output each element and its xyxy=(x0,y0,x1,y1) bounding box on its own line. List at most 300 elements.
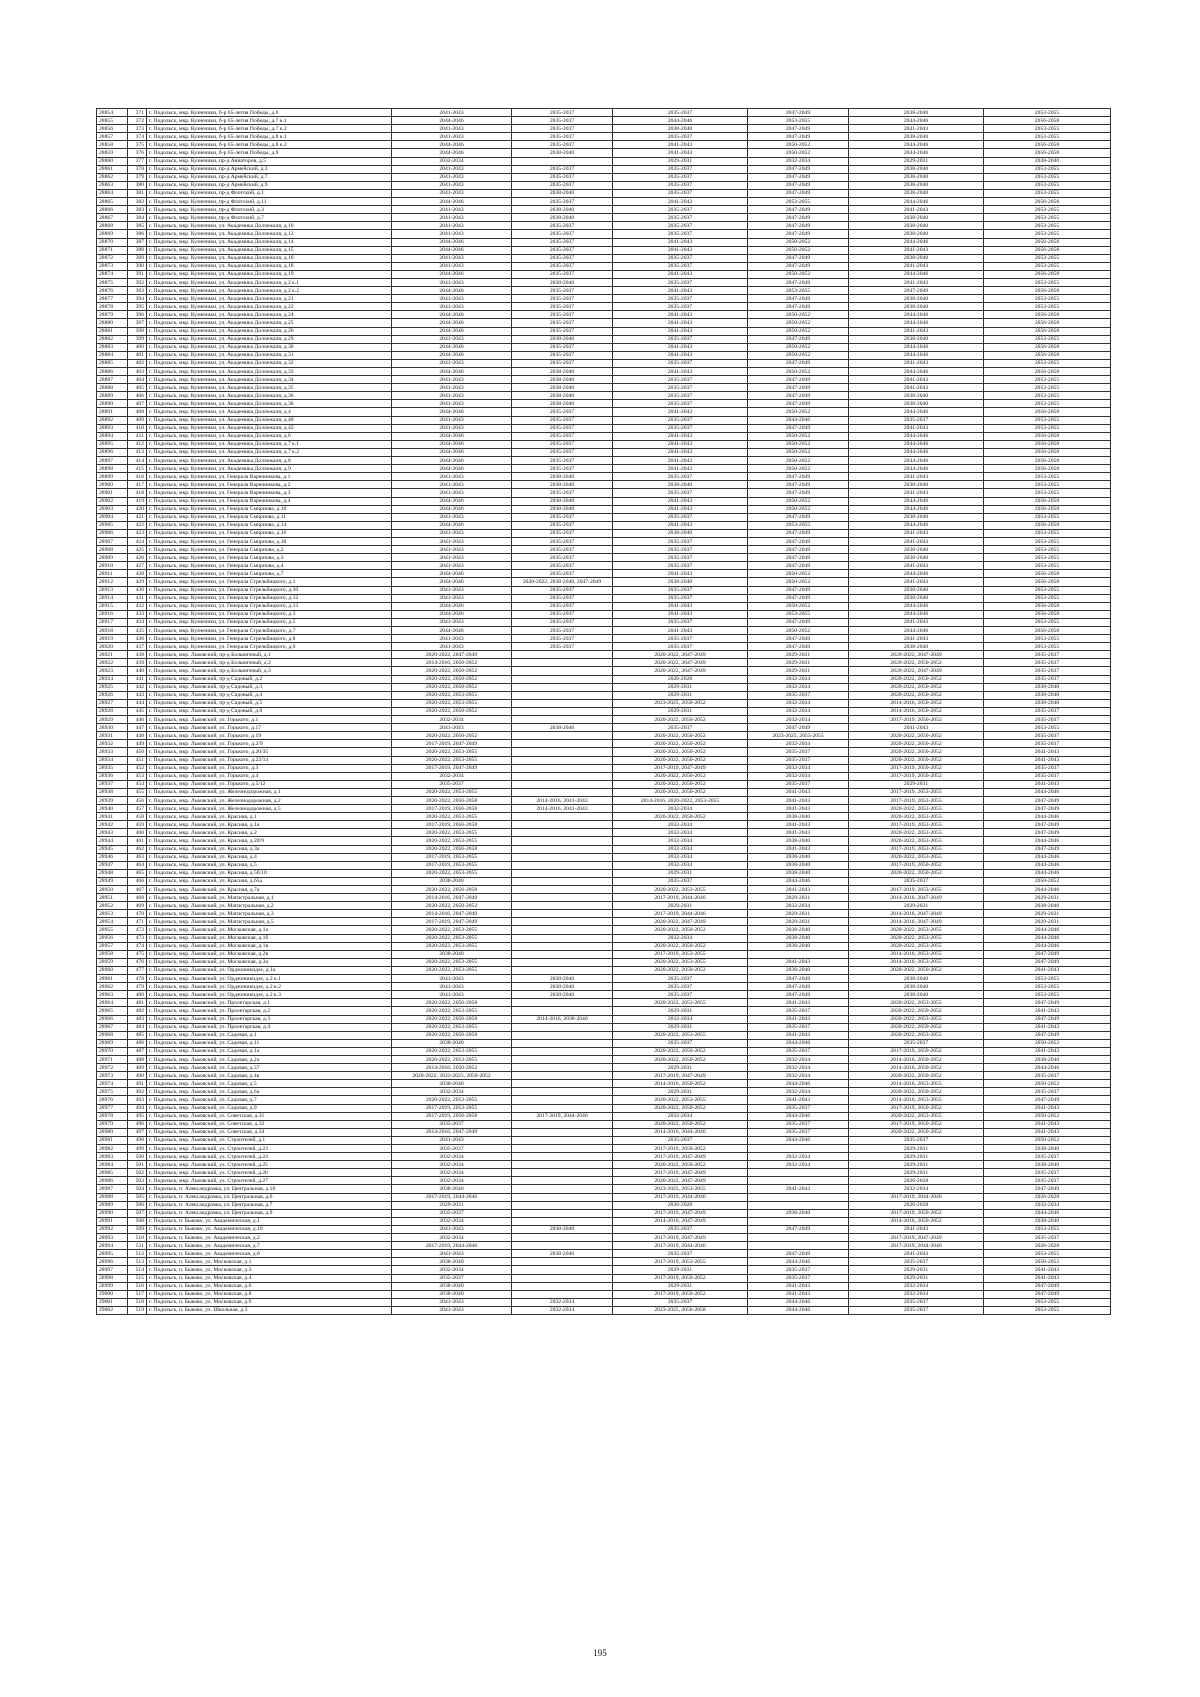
address-cell: г. Подольск, мкр. Львовский, ул. Советская, д.34 xyxy=(147,1128,392,1136)
period-1-cell: 2044-2046 xyxy=(392,505,512,513)
period-6-cell: 2053-2055 xyxy=(984,392,1111,400)
period-6-cell: 2035-2037 xyxy=(984,772,1111,780)
period-6-cell: 2056-2058 xyxy=(984,408,1111,416)
period-5-cell: 2020-2022, 2053-2055 xyxy=(849,1015,984,1023)
period-2-cell xyxy=(512,1169,613,1177)
row-id-cell: 28929 xyxy=(97,716,128,724)
period-6-cell: 2044-2046 xyxy=(984,942,1111,950)
period-4-cell: 2047-2049 xyxy=(748,473,849,481)
table-row xyxy=(97,1153,1111,1161)
period-3-cell: 2035-2037 xyxy=(613,562,748,570)
period-3-cell: 2041-2043 xyxy=(613,368,748,376)
period-6-cell: 2041-2043 xyxy=(984,1274,1111,1282)
period-1-cell: 2020-2022, 2053-2055 xyxy=(392,926,512,934)
period-4-cell: 2047-2049 xyxy=(748,189,849,197)
row-id-cell: 28914 xyxy=(97,594,128,602)
period-6-cell: 2056-2058 xyxy=(984,610,1111,618)
period-2-cell: 2035-2037 xyxy=(512,359,613,367)
period-2-cell: 2035-2037 xyxy=(512,287,613,295)
period-2-cell xyxy=(512,1153,613,1161)
period-3-cell: 2041-2043 xyxy=(613,319,748,327)
table-row xyxy=(97,934,1111,942)
row-number-cell: 414 xyxy=(128,457,147,465)
period-1-cell: 2044-2046 xyxy=(392,578,512,586)
row-number-cell: 448 xyxy=(128,732,147,740)
period-3-cell: 2029-2031 xyxy=(613,1266,748,1274)
period-2-cell: 2035-2037 xyxy=(512,262,613,270)
period-2-cell xyxy=(512,999,613,1007)
row-id-cell: 28883 xyxy=(97,343,128,351)
row-number-cell: 465 xyxy=(128,869,147,877)
row-id-cell: 28885 xyxy=(97,359,128,367)
period-5-cell: 2044-2046 xyxy=(849,198,984,206)
period-2-cell: 2035-2037 xyxy=(512,570,613,578)
period-2-cell: 2035-2037 xyxy=(512,465,613,473)
row-number-cell: 481 xyxy=(128,999,147,1007)
row-id-cell: 28916 xyxy=(97,610,128,618)
row-number-cell: 499 xyxy=(128,1145,147,1153)
period-6-cell: 2056-2058 xyxy=(984,627,1111,635)
period-1-cell: 2032-2034 xyxy=(392,1177,512,1185)
period-6-cell: 2044-2046 xyxy=(984,926,1111,934)
period-4-cell: 2050-2052 xyxy=(748,351,849,359)
row-number-cell: 395 xyxy=(128,303,147,311)
address-cell: г. Подольск, мкр. Кузнечики, ул. Генерала Стрельбицкого, д.13 xyxy=(147,602,392,610)
period-3-cell: 2020-2022, 2053-2055 xyxy=(613,886,748,894)
period-1-cell: 2041-2043 xyxy=(392,546,512,554)
period-5-cell: 2014-2016, 2047-2049 xyxy=(849,910,984,918)
period-2-cell: 2035-2037 xyxy=(512,521,613,529)
period-2-cell: 2035-2037 xyxy=(512,327,613,335)
period-4-cell: 2038-2040 xyxy=(748,813,849,821)
period-5-cell: 2014-2016, 2050-2052 xyxy=(849,1217,984,1225)
period-4-cell: 2050-2052 xyxy=(748,368,849,376)
table-row xyxy=(97,1064,1111,1072)
period-2-cell: 2035-2037 xyxy=(512,627,613,635)
period-3-cell: 2014-2016, 2020-2022, 2053-2055 xyxy=(613,796,748,804)
row-id-cell: 28898 xyxy=(97,465,128,473)
period-1-cell: 2041-2043 xyxy=(392,529,512,537)
period-6-cell: 2038-2040 xyxy=(984,1145,1111,1153)
period-6-cell: 2056-2058 xyxy=(984,602,1111,610)
table-row xyxy=(97,424,1111,432)
period-1-cell: 2017-2019, 2044-2046 xyxy=(392,1242,512,1250)
row-number-cell: 377 xyxy=(128,157,147,165)
period-6-cell: 2041-2043 xyxy=(984,1023,1111,1031)
row-number-cell: 408 xyxy=(128,408,147,416)
row-id-cell: 28995 xyxy=(97,1250,128,1258)
period-5-cell: 2035-2037 xyxy=(849,877,984,885)
row-number-cell: 475 xyxy=(128,950,147,958)
period-1-cell: 2041-2043 xyxy=(392,618,512,626)
period-3-cell: 2035-2037 xyxy=(613,189,748,197)
period-6-cell: 2032-2034 xyxy=(984,1201,1111,1209)
row-id-cell: 28905 xyxy=(97,521,128,529)
period-1-cell: 2041-2043 xyxy=(392,513,512,521)
period-2-cell xyxy=(512,1177,613,1185)
period-3-cell: 2041-2043 xyxy=(613,432,748,440)
period-1-cell: 2041-2043 xyxy=(392,262,512,270)
period-2-cell xyxy=(512,1088,613,1096)
period-4-cell: 2029-2031 xyxy=(748,918,849,926)
period-2-cell: 2038-2040 xyxy=(512,335,613,343)
period-3-cell: 2020-2022, 2047-2049 xyxy=(613,659,748,667)
row-id-cell: 28984 xyxy=(97,1161,128,1169)
period-6-cell: 2053-2055 xyxy=(984,983,1111,991)
period-4-cell: 2032-2034 xyxy=(748,764,849,772)
period-5-cell: 2017-2019, 2047-2049 xyxy=(849,1234,984,1242)
period-5-cell: 2038-2040 xyxy=(849,991,984,999)
row-id-cell: 28894 xyxy=(97,432,128,440)
period-1-cell: 2044-2046 xyxy=(392,117,512,125)
period-5-cell: 2020-2022, 2053-2055 xyxy=(849,853,984,861)
period-3-cell: 2017-2019, 2053-2055 xyxy=(613,950,748,958)
table-row xyxy=(97,513,1111,521)
period-1-cell: 2020-2022, 2047-2049 xyxy=(392,651,512,659)
period-1-cell: 2017-2019, 2053-2055 xyxy=(392,853,512,861)
period-5-cell: 2041-2043 xyxy=(849,262,984,270)
row-number-cell: 390 xyxy=(128,262,147,270)
period-5-cell: 2041-2043 xyxy=(849,206,984,214)
row-id-cell: 28919 xyxy=(97,635,128,643)
table-row xyxy=(97,384,1111,392)
period-5-cell: 2038-2040 xyxy=(849,173,984,181)
table-row xyxy=(97,1217,1111,1225)
period-5-cell: 2029-2031 xyxy=(849,780,984,788)
table-row xyxy=(97,926,1111,934)
row-id-cell: 28888 xyxy=(97,384,128,392)
period-6-cell: 2053-2055 xyxy=(984,513,1111,521)
period-5-cell: 2020-2022, 2053-2055 xyxy=(849,942,984,950)
row-number-cell: 516 xyxy=(128,1282,147,1290)
period-3-cell: 2029-2031 xyxy=(613,902,748,910)
period-2-cell: 2035-2037 xyxy=(512,165,613,173)
table-row xyxy=(97,1104,1111,1112)
address-cell: г. Подольск, мкр. Львовский, пр-д Садовый, д.2 xyxy=(147,675,392,683)
period-2-cell xyxy=(512,829,613,837)
row-number-cell: 427 xyxy=(128,562,147,570)
row-id-cell: 28854 xyxy=(97,109,128,117)
period-6-cell: 2038-2040 xyxy=(984,902,1111,910)
period-4-cell: 2047-2049 xyxy=(748,529,849,537)
period-6-cell: 2053-2055 xyxy=(984,618,1111,626)
address-cell: г. Подольск, мкр. Львовский, ул. Магистральная, д.2 xyxy=(147,902,392,910)
table-row xyxy=(97,699,1111,707)
address-cell: г. Подольск, мкр. Кузнечики, пр-д Флотский, д.1 xyxy=(147,189,392,197)
period-2-cell xyxy=(512,1274,613,1282)
address-cell: г. Подольск, мкр. Кузнечики, ул. Генерала Смирнова, д.18 xyxy=(147,537,392,545)
table-row xyxy=(97,1072,1111,1080)
period-6-cell: 2035-2037 xyxy=(984,675,1111,683)
period-3-cell: 2014-2016, 2047-2049 xyxy=(613,1217,748,1225)
period-4-cell: 2047-2049 xyxy=(748,125,849,133)
period-3-cell: 2041-2043 xyxy=(613,287,748,295)
period-1-cell: 2032-2034 xyxy=(392,1153,512,1161)
period-6-cell: 2029-2031 xyxy=(984,910,1111,918)
period-4-cell: 2035-2037 xyxy=(748,1007,849,1015)
period-1-cell: 2044-2046 xyxy=(392,311,512,319)
period-5-cell: 2014-2016, 2047-2049 xyxy=(849,894,984,902)
period-5-cell: 2038-2040 xyxy=(849,546,984,554)
period-5-cell: 2014-2016, 2053-2055 xyxy=(849,958,984,966)
period-1-cell: 2041-2043 xyxy=(392,1250,512,1258)
address-cell: г. Подольск, мкр. Львовский, ул. Магистральная, д.3 xyxy=(147,910,392,918)
address-cell: г. Подольск, мкр. Львовский, ул. Строителей, д.24 xyxy=(147,1153,392,1161)
row-id-cell: 28936 xyxy=(97,772,128,780)
period-6-cell: 2053-2055 xyxy=(984,206,1111,214)
period-3-cell: 2029-2031 xyxy=(613,157,748,165)
address-cell: г. Подольск, мкр. Львовский, ул. Строителей, д.26 xyxy=(147,1169,392,1177)
period-3-cell: 2035-2037 xyxy=(613,262,748,270)
period-2-cell: 2038-2040 xyxy=(512,392,613,400)
period-5-cell: 2029-2031 xyxy=(849,902,984,910)
address-cell: г. Подольск, мкр. Львовский, ул. Советская, д.31 xyxy=(147,1112,392,1120)
period-1-cell: 2020-2022, 2056-2058 xyxy=(392,886,512,894)
period-1-cell: 2044-2046 xyxy=(392,448,512,456)
period-2-cell xyxy=(512,1039,613,1047)
period-2-cell xyxy=(512,918,613,926)
period-5-cell: 2041-2043 xyxy=(849,125,984,133)
row-id-cell: 28988 xyxy=(97,1193,128,1201)
period-3-cell: 2035-2037 xyxy=(613,537,748,545)
period-4-cell: 2038-2040 xyxy=(748,861,849,869)
period-1-cell: 2041-2043 xyxy=(392,537,512,545)
period-3-cell: 2032-2034 xyxy=(613,821,748,829)
period-6-cell: 2047-2049 xyxy=(984,999,1111,1007)
period-2-cell: 2038-2040 xyxy=(512,505,613,513)
row-id-cell: 28999 xyxy=(97,1282,128,1290)
table-row xyxy=(97,1193,1111,1201)
period-6-cell: 2047-2049 xyxy=(984,796,1111,804)
period-3-cell: 2041-2043 xyxy=(613,198,748,206)
period-3-cell: 2041-2043 xyxy=(613,343,748,351)
row-id-cell: 28906 xyxy=(97,529,128,537)
period-6-cell: 2047-2049 xyxy=(984,845,1111,853)
period-2-cell xyxy=(512,691,613,699)
period-1-cell: 2041-2043 xyxy=(392,481,512,489)
period-3-cell: 2020-2022, 2053-2055 xyxy=(613,999,748,1007)
period-2-cell: 2035-2037 xyxy=(512,295,613,303)
period-6-cell: 2038-2040 xyxy=(984,1217,1111,1225)
period-3-cell: 2020-2022, 2050-2052 xyxy=(613,756,748,764)
period-6-cell: 2047-2049 xyxy=(984,958,1111,966)
period-4-cell: 2050-2052 xyxy=(748,570,849,578)
period-5-cell: 2020-2022, 2050-2052 xyxy=(849,1072,984,1080)
row-id-cell: 28878 xyxy=(97,303,128,311)
period-4-cell: 2047-2049 xyxy=(748,424,849,432)
row-id-cell: 28923 xyxy=(97,667,128,675)
period-4-cell: 2047-2049 xyxy=(748,303,849,311)
table-row xyxy=(97,586,1111,594)
row-id-cell: 28879 xyxy=(97,311,128,319)
period-4-cell: 2047-2049 xyxy=(748,643,849,651)
address-cell: г. Подольск, мкр. Львовский, ул. Красная, д.2 xyxy=(147,829,392,837)
table-row xyxy=(97,707,1111,715)
row-id-cell: 28959 xyxy=(97,958,128,966)
period-3-cell: 2020-2022, 2047-2049 xyxy=(613,651,748,659)
row-id-cell: 28978 xyxy=(97,1112,128,1120)
table-row xyxy=(97,845,1111,853)
table-row xyxy=(97,117,1111,125)
period-3-cell: 2017-2019, 2050-2052 xyxy=(613,1145,748,1153)
address-cell: г. Подольск, мкр. Львовский, ул. Горького, д.1 xyxy=(147,716,392,724)
period-5-cell: 2020-2022, 2050-2052 xyxy=(849,966,984,974)
address-cell: г. Подольск, мкр. Львовский, ул. Советская, д.32 xyxy=(147,1120,392,1128)
row-number-cell: 506 xyxy=(128,1201,147,1209)
period-1-cell: 2035-2037 xyxy=(392,1145,512,1153)
address-cell: г. Подольск, мкр. Львовский, ул. Садовая, д.11 xyxy=(147,1039,392,1047)
period-3-cell: 2041-2043 xyxy=(613,465,748,473)
period-3-cell: 2032-2034 xyxy=(613,934,748,942)
period-3-cell: 2032-2034 xyxy=(613,853,748,861)
period-4-cell: 2047-2049 xyxy=(748,165,849,173)
period-5-cell: 2020-2022, 2050-2052 xyxy=(849,683,984,691)
period-4-cell xyxy=(748,1234,849,1242)
period-1-cell: 2041-2043 xyxy=(392,554,512,562)
period-4-cell: 2041-2043 xyxy=(748,1031,849,1039)
period-4-cell: 2035-2037 xyxy=(748,1274,849,1282)
period-2-cell xyxy=(512,869,613,877)
row-id-cell: 28976 xyxy=(97,1096,128,1104)
period-1-cell: 2014-2016, 2047-2049 xyxy=(392,1128,512,1136)
period-2-cell: 2014-2016, 2041-2043 xyxy=(512,796,613,804)
period-6-cell: 2053-2055 xyxy=(984,554,1111,562)
period-5-cell: 2017-2019, 2050-2052 xyxy=(849,1104,984,1112)
period-4-cell: 2047-2049 xyxy=(748,975,849,983)
period-1-cell: 2041-2043 xyxy=(392,133,512,141)
period-2-cell xyxy=(512,942,613,950)
row-number-cell: 497 xyxy=(128,1128,147,1136)
period-6-cell: 2056-2058 xyxy=(984,440,1111,448)
period-3-cell: 2020-2022, 2050-2052 xyxy=(613,772,748,780)
table-row xyxy=(97,1306,1111,1314)
period-2-cell: 2035-2037 xyxy=(512,133,613,141)
period-3-cell: 2014-2016, 2044-2046 xyxy=(613,1128,748,1136)
row-id-cell: 28989 xyxy=(97,1201,128,1209)
period-5-cell: 2029-2031 xyxy=(849,1266,984,1274)
table-row xyxy=(97,109,1111,117)
period-3-cell: 2035-2037 xyxy=(613,1136,748,1144)
row-id-cell: 28967 xyxy=(97,1023,128,1031)
period-6-cell: 2044-2046 xyxy=(984,1064,1111,1072)
period-2-cell xyxy=(512,1266,613,1274)
period-1-cell: 2017-2019, 2044-2046 xyxy=(392,1193,512,1201)
period-3-cell: 2032-2034 xyxy=(613,805,748,813)
period-4-cell: 2047-2049 xyxy=(748,481,849,489)
period-6-cell: 2038-2040 xyxy=(984,699,1111,707)
row-id-cell: 28990 xyxy=(97,1209,128,1217)
row-id-cell: 28948 xyxy=(97,869,128,877)
period-6-cell: 2053-2055 xyxy=(984,295,1111,303)
row-id-cell: 28867 xyxy=(97,214,128,222)
period-3-cell: 2041-2043 xyxy=(613,505,748,513)
period-6-cell: 2041-2043 xyxy=(984,966,1111,974)
period-2-cell xyxy=(512,861,613,869)
period-2-cell: 2035-2037 xyxy=(512,610,613,618)
period-5-cell: 2026-2028 xyxy=(849,1177,984,1185)
period-1-cell: 2041-2043 xyxy=(392,991,512,999)
period-3-cell: 2035-2037 xyxy=(613,1039,748,1047)
row-id-cell: 28968 xyxy=(97,1031,128,1039)
period-3-cell: 2041-2043 xyxy=(613,246,748,254)
row-id-cell: 28971 xyxy=(97,1055,128,1063)
table-row xyxy=(97,165,1111,173)
period-1-cell: 2020-2022, 2050-2052 xyxy=(392,902,512,910)
period-1-cell: 2038-2040 xyxy=(392,1185,512,1193)
row-id-cell: 28908 xyxy=(97,546,128,554)
period-4-cell: 2047-2049 xyxy=(748,554,849,562)
period-5-cell: 2041-2043 xyxy=(849,376,984,384)
period-1-cell: 2044-2046 xyxy=(392,521,512,529)
period-3-cell: 2017-2019, 2047-2049 xyxy=(613,1209,748,1217)
period-4-cell: 2032-2034 xyxy=(748,740,849,748)
period-5-cell: 2020-2022, 2053-2055 xyxy=(849,813,984,821)
period-5-cell: 2017-2019, 2053-2055 xyxy=(849,821,984,829)
period-1-cell: 2035-2037 xyxy=(392,1120,512,1128)
address-cell: г. Подольск, мкр. Кузнечики, ул. Академика Доллежаля, д.2 к.1 xyxy=(147,278,392,286)
period-5-cell: 2035-2037 xyxy=(849,1136,984,1144)
address-cell: г. Подольск, мкр. Львовский, пр-д Садовый, д.8 xyxy=(147,707,392,715)
period-5-cell: 2020-2022, 2047-2049 xyxy=(849,651,984,659)
period-1-cell: 2041-2043 xyxy=(392,206,512,214)
period-2-cell xyxy=(512,821,613,829)
period-5-cell: 2044-2046 xyxy=(849,141,984,149)
address-cell: г. Подольск, мкр. Кузнечики, ул. Академика Доллежаля, д.19 xyxy=(147,270,392,278)
period-4-cell: 2047-2049 xyxy=(748,562,849,570)
row-number-cell: 453 xyxy=(128,772,147,780)
address-cell: г. Подольск, мкр. Львовский, ул. Красная, д.7а xyxy=(147,886,392,894)
row-number-cell: 502 xyxy=(128,1169,147,1177)
period-4-cell: 2044-2046 xyxy=(748,416,849,424)
row-id-cell: 28866 xyxy=(97,206,128,214)
period-3-cell: 2029-2031 xyxy=(613,1282,748,1290)
period-2-cell xyxy=(512,886,613,894)
table-row xyxy=(97,1298,1111,1306)
row-id-cell: 28893 xyxy=(97,424,128,432)
row-number-cell: 380 xyxy=(128,181,147,189)
row-id-cell: 28935 xyxy=(97,764,128,772)
period-1-cell: 2032-2034 xyxy=(392,1088,512,1096)
table-row xyxy=(97,327,1111,335)
period-1-cell: 2041-2043 xyxy=(392,222,512,230)
period-6-cell: 2047-2049 xyxy=(984,950,1111,958)
period-4-cell: 2053-2055 xyxy=(748,198,849,206)
table-row xyxy=(97,295,1111,303)
period-1-cell: 2041-2043 xyxy=(392,359,512,367)
period-4-cell: 2047-2049 xyxy=(748,546,849,554)
row-number-cell: 449 xyxy=(128,740,147,748)
period-3-cell: 2035-2037 xyxy=(613,335,748,343)
period-1-cell: 2044-2046 xyxy=(392,287,512,295)
period-4-cell: 2035-2037 xyxy=(748,1120,849,1128)
row-number-cell: 418 xyxy=(128,489,147,497)
table-row xyxy=(97,230,1111,238)
period-1-cell: 2035-2037 xyxy=(392,780,512,788)
period-1-cell: 2029-2031 xyxy=(392,1201,512,1209)
period-5-cell: 2044-2046 xyxy=(849,149,984,157)
table-row xyxy=(97,311,1111,319)
period-6-cell: 2047-2049 xyxy=(984,1015,1111,1023)
period-6-cell: 2056-2058 xyxy=(984,457,1111,465)
row-number-cell: 431 xyxy=(128,594,147,602)
row-number-cell: 429 xyxy=(128,578,147,586)
address-cell: г. Подольск, мкр. Львовский, ул. Строителей, д.1 xyxy=(147,1136,392,1144)
period-2-cell xyxy=(512,837,613,845)
table-row xyxy=(97,886,1111,894)
period-2-cell: 2035-2037 xyxy=(512,424,613,432)
period-4-cell: 2035-2037 xyxy=(748,756,849,764)
period-5-cell: 2038-2040 xyxy=(849,586,984,594)
